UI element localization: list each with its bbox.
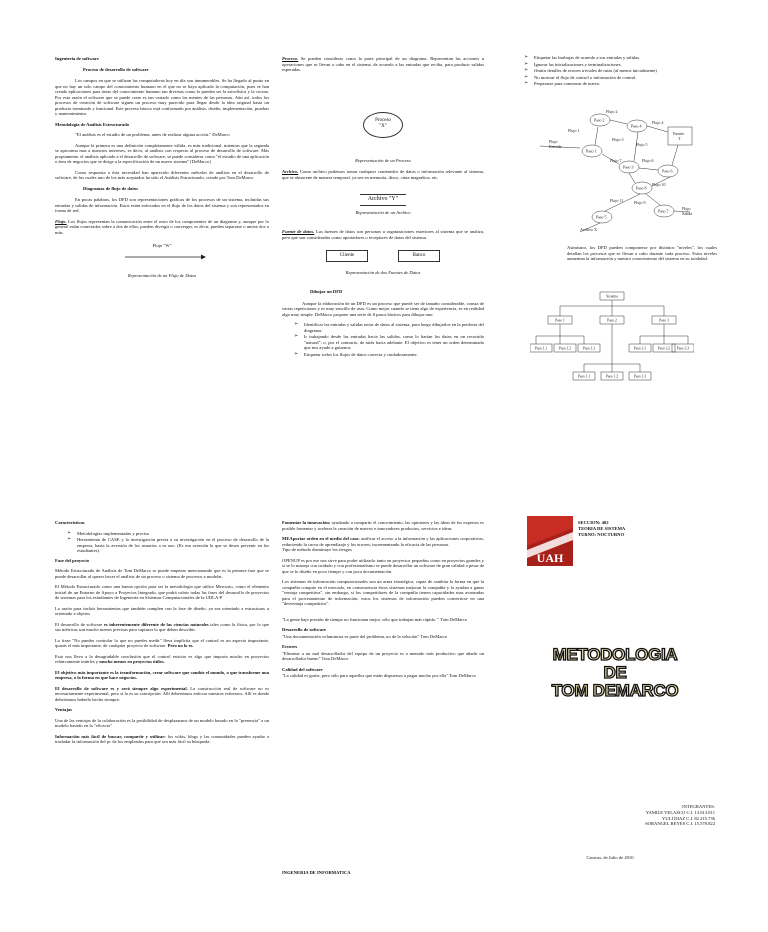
member: YULI DIAZ C.I. 82.215.736 bbox=[662, 815, 715, 821]
text: Esto nos lleva a la desagradable conclusión que el control estricto es algo que importa mucho en proyectos relativamente inútiles y bbox=[55, 653, 269, 664]
paragraph: El Método Estructurado como una buena opción para ser la metodología que utilice Mercurio, como el elemento inicial de un Entorno de Apoyo a Proyectos Integrado, que podrá cubrir todas las fases del desarrollo de proyectos de sistemas para los estudiantes de Ingeniería en Sistemas Computacionales de la UDLA-P bbox=[55, 584, 269, 600]
heading-dfd: Diagramas de flujo de datos bbox=[83, 185, 138, 191]
paragraph bbox=[55, 686, 269, 703]
cover-title-line1: METODOLOGIA bbox=[552, 645, 678, 664]
paragraph bbox=[55, 638, 269, 649]
integrantes-heading: INTEGRANTES: bbox=[682, 804, 715, 809]
dfd-paso2: Paso 2 bbox=[594, 117, 605, 123]
flujo-text: Los flujos representan la comunicación entre el resto de los componentes de un diagrama y, aunque por lo general están conectados sobre a dos de ellos, pueden divergir o converger, es decir, pueden separarse o unirse dos o más. bbox=[55, 218, 269, 235]
paragraph: En pocas palabras, los DFD son representaciones gráficas de los procesos de un sistema, incluidas sus entradas y salidas de información. Estos están enfocados en el flujo de los datos del sistema y son representados en forma de red. bbox=[55, 197, 269, 213]
text: ayudando a compartir el conocimiento, las opiniones y las ideas de los expertos es posible fomentar y acelerar la creación de nuevos e innovadores productos, servicios e ideas. bbox=[282, 520, 484, 531]
dfd-paso3: Paso 3 bbox=[623, 164, 634, 170]
paragraph-dibujar: Aunque la elaboración de un DFD es un proceso que puede ser de tamaño considerable, consta de varias repeticiones y es muy sencillo de usar. Como mejor cuando se tiene algo de experiencia, es en realidad algo muy simple. DeMarco propone una serie de 8 pasos básicos para dibujar uno: bbox=[282, 300, 484, 317]
text-bold: Pero no lo es. bbox=[167, 643, 194, 648]
caption-archivo: Representación de un Archivo bbox=[355, 209, 411, 215]
list-item: ➢ Etiquetar las burbujas de acuerdo a sus entradas y salidas. bbox=[534, 55, 718, 61]
column-caracteristicas bbox=[55, 520, 269, 750]
dfd-archivo: Archivo X bbox=[580, 227, 597, 232]
dfd-paso8: Paso 8 bbox=[636, 185, 647, 191]
paragraph bbox=[282, 520, 484, 531]
process-figure bbox=[282, 78, 484, 154]
fuentes-figure bbox=[282, 250, 484, 262]
tree-node: Paso 1.2 bbox=[605, 374, 619, 379]
dfd-fuente: Fuente bbox=[673, 131, 684, 136]
paragraph bbox=[55, 654, 269, 665]
dfd-paso4: Paso 4 bbox=[631, 123, 642, 129]
label-proceso: Proceso. bbox=[282, 56, 299, 61]
column-innovacion bbox=[282, 520, 484, 684]
tree-node: Paso 1.2 bbox=[558, 346, 572, 351]
turno: TURNO: NOCTURNO bbox=[578, 532, 625, 537]
text: Tipo de método disminuye los riesgos bbox=[282, 547, 352, 552]
tree-node: Paso 3.3 bbox=[676, 346, 690, 351]
quote: "El análisis es el estudio de un problema, antes de realizar alguna acción." DeMarco bbox=[75, 132, 230, 137]
fuente-text: Las fuentes de datos son personas u organizaciones exteriores al sistema que se analiza, pero que son consideradas como aportadores o receptores de datos del sistema. bbox=[282, 229, 485, 240]
tree-node: Paso 3 bbox=[659, 318, 669, 323]
section-info bbox=[578, 520, 698, 538]
tree-node: Paso 1 bbox=[555, 318, 565, 323]
fuente-banco: Banco bbox=[398, 250, 440, 262]
text-bold: MEAportar orden en el medio del caos bbox=[282, 536, 359, 541]
cover-date: Caracas, de Julio de 2010 bbox=[586, 855, 634, 860]
text: La frase "No puedes controlar lo que no puedes medir" lleva implícita que el control es un aspecto importante, quizás el más importante, de cualquier proyecto de software. bbox=[55, 637, 269, 648]
text-bold: Información más fácil de buscar, compartir y utilizar: bbox=[55, 733, 166, 739]
dfd-flow-label: Flujo 10 bbox=[652, 182, 666, 187]
member: YAMILE VELASCO C.I. 13.613.811 bbox=[645, 809, 715, 815]
text-bold: Fomentar la innovación: bbox=[282, 520, 331, 525]
paragraph: Una de las ventajas de la colaboración es la posibilidad de desplazarnos de un modelo basado en la "presencia" a un modelo basado en la "eficacia" bbox=[55, 717, 269, 728]
dfd-paso5: Paso 5 bbox=[596, 214, 607, 220]
paragraph-proceso bbox=[282, 56, 484, 73]
seccion: SECCION: 402 bbox=[578, 520, 609, 525]
paragraph: Aunque la primera es una definición completamente válida, es más tradicional, mientras que la segunda se aproxima mas a nuestros intereses, es decir, al análisis con respecto al proceso de desarrollo de software. Más propiamente, el análisis aplicado a el desarrollo de software, se puede considerar como "el estudio de una aplicación o área de negocios que se dirige a la especificación de un nuevo sistema" [DeMarco]. bbox=[55, 142, 269, 164]
paragraph bbox=[55, 734, 269, 745]
dfd-flow-label: Flujo 3 bbox=[612, 137, 624, 142]
text: los wikis, blogs y las comunidades pueden ayudar a trasladar la información del pc de los empleados para que sea más fácil su búsqueda. bbox=[55, 733, 270, 744]
label-archivo: Archivo. bbox=[282, 169, 299, 174]
dfd-salida-2: Salida bbox=[682, 211, 692, 216]
process-line1: Proceso bbox=[375, 117, 391, 123]
paragraph bbox=[282, 536, 484, 553]
dfd-flow-label: Flujo 7 bbox=[610, 158, 622, 163]
tree-node: Paso 1.1 bbox=[534, 346, 548, 351]
cover-title-line2: DE bbox=[603, 663, 627, 682]
teoria: TEORIA DE SISTEMA bbox=[578, 526, 626, 531]
column-components bbox=[282, 56, 484, 361]
tree-node: Paso 2 bbox=[607, 318, 617, 323]
label-flujo: Flujo. bbox=[55, 218, 67, 224]
tree-node: Paso 1.1 bbox=[577, 374, 591, 379]
paragraph-objetivo: El objetivo más importante es la transformación, crear software que cambie el mundo, o que transforme una empresa, o la forma en que hace negocios. bbox=[55, 669, 269, 680]
heading-ventajas: Ventajas bbox=[55, 707, 72, 712]
dfd-entrada-2: Entrada bbox=[549, 144, 562, 149]
dfd-paso1: Paso 1 bbox=[586, 148, 597, 154]
tree-node: Paso 1.3 bbox=[633, 374, 647, 379]
heading-ingenieria: Ingeniería de software bbox=[55, 56, 99, 61]
logo-text: UAH bbox=[536, 551, 564, 565]
paragraph bbox=[55, 622, 269, 633]
text: El desarrollo de software bbox=[55, 621, 104, 627]
process-line2: "X" bbox=[379, 123, 387, 129]
paragraph: La razón para incluir herramientas que también cumplen con la fase de diseño, ya sea orientado a estructuras u orientado a objetos bbox=[55, 605, 269, 616]
integrantes bbox=[570, 804, 715, 827]
dfd-fuente-t: T bbox=[678, 136, 681, 141]
paragraph: Como respuesta a ésta necesidad han aparecido diferentes métodos de análisis en el desarrollo de software, de los cuales uno de los más aceptados ha sido el Análisis Estructurado, creado por Tom DeMarco bbox=[55, 169, 269, 180]
levels-tree bbox=[530, 290, 694, 382]
heading-dibujar: Dibujar un DFD bbox=[310, 289, 343, 294]
quote: "La gente bajo presión de tiempo no funcionan mejor, sólo que trabajan más rápido. " Tom DeMarco bbox=[282, 616, 468, 622]
text: tales como la física, por lo que sus métricas son mucho menos precisas para capturar lo que deben describir. bbox=[55, 621, 269, 632]
heading-caracteristicas: Características bbox=[55, 520, 85, 525]
column-intro bbox=[55, 56, 269, 285]
quote: "La calidad es gratis, pero sólo para aquellos que están dispuestos a pagar mucho por ella" Tom DeMarco bbox=[282, 673, 476, 678]
paragraph: Método Estructurado de Análisis de Tom DeMarco se puede empezar mencionando que es la primera fase que se puede desarrollar al querer hacer el análisis de un proceso o sistema de procesos a modelar. bbox=[55, 568, 269, 579]
cover-title bbox=[545, 646, 685, 700]
tree-root: Sistema bbox=[606, 294, 618, 299]
dfd-entrada: Flujo bbox=[549, 139, 558, 144]
flow-label: Flujo "W" bbox=[152, 243, 172, 248]
text-bold: El desarrollo de software es y será siempre algo experimental. bbox=[55, 685, 188, 691]
archivo-box: Archivo "Y" bbox=[360, 194, 406, 206]
caption-flujo: Representación de un Flujo de Datos bbox=[127, 273, 197, 278]
dfd-diagram bbox=[530, 100, 720, 240]
text: : unificar el acceso a la información y las aplicaciones corporativas, reduciendo la curva de aprendizaje y los errores, incrementando la eficacia de las personas. bbox=[282, 536, 484, 547]
dfd-flow-label: Flujo 2 bbox=[606, 109, 618, 114]
heading-proceso-desarrollo: Proceso de desarrollo de software bbox=[83, 66, 149, 72]
list-item: ➢ No mostrar el flujo de control o información de control. bbox=[534, 75, 718, 81]
column-dfd bbox=[522, 55, 718, 91]
paragraph: OPENUP es por ese nos sirve para poder utilizarlo tanto en proyectos pequeños como en proyectos grandes y si se lo maneja con cuidado y con profesionalismo se puede desarrollar un software de gran calidad a pesar de que se lo diseño en poco tiempo y con poca documentación. bbox=[282, 557, 484, 574]
heading-errores: Errores bbox=[282, 644, 298, 649]
paragraph-flujo bbox=[55, 219, 269, 236]
dfd-flow-label: Flujo 5 bbox=[636, 142, 648, 147]
text-bold: mucho menos en proyectos útiles. bbox=[99, 659, 165, 664]
text: La construcción real de software no es necesariamente experimental, pero sí lo es su concepción. Allí deberíamos enfocar nuestros esfuerzos. Allí es donde deberíamos haberlo hecho siempre. bbox=[55, 685, 269, 702]
tree-node: Paso 3.1 bbox=[633, 346, 647, 351]
dfd-flow-label: Flujo 4 bbox=[652, 120, 664, 125]
list-item: ➢ Metodologías implementadas y precisa bbox=[77, 531, 269, 537]
quote: "Eliminar a un mal desarrollador del equipo de un proyecto es a menudo más productivo que añadir un desarrollador bueno" Tom DeMarco bbox=[282, 650, 484, 661]
heading-fase: Fase del proyecto bbox=[55, 557, 90, 563]
member: SORANGEL REYES C.I. 15.578.822 bbox=[645, 821, 715, 827]
fuente-cliente: Cliente bbox=[326, 250, 368, 262]
list-item: ➢ Ignorar las inicializaciones y terminalizaciones. bbox=[534, 62, 718, 68]
list-item: ➢ Prepararse para comenzar de nuevo. bbox=[534, 81, 718, 87]
tree-node: Paso 1.3 bbox=[582, 346, 596, 351]
steps-list bbox=[282, 322, 484, 357]
dfd-paso7: Paso 7 bbox=[658, 208, 669, 214]
caption-fuentes: Representación de dos Fuentes de Datos bbox=[345, 269, 421, 275]
paragraph-niveles: Asimismo, los DFD pueden componerse por distintos "niveles", los cuales detallan los procesos que se llevan a cabo durante cada proceso. Estos niveles aumentan la información y nuestro conocimiento del sistema en su totalidad. bbox=[567, 245, 717, 261]
dfd-salida: Flujo bbox=[682, 206, 691, 211]
proceso-text: Se pueden considerar como la parte principal de un diagrama. Representan las acciones u operaciones que se llevan a cabo en el sistema, de acuerdo a las entradas que reciba, para producir salidas esperadas. bbox=[282, 56, 484, 72]
cover-title-line3: TOM DEMARCO bbox=[551, 681, 679, 700]
label-fuente: Fuente de datos. bbox=[282, 229, 315, 234]
logo-mark bbox=[527, 516, 573, 566]
list-item: ➢ Herramienta de CASE y la investigación previa a su investigación en el proceso de desarrollo de la empresa, hasta la aversión de los usuarios a su uso. (Es esa aversión la que se desea prevenir en los estudiantes). bbox=[77, 537, 269, 554]
process-bubble bbox=[363, 112, 403, 138]
list-item: ➢ Identificar las entradas y salidas netas de datos al sistema; para luego dibujarlos en la periferia del diagrama. bbox=[304, 322, 484, 333]
paragraph: Los campos en que se utilizan las computadoras hoy en día son innumerables. Se ha llegado al punto en que no hay un solo campo del conocimiento humano en el que no se haya aplicado la computación, pues se han creado aplicaciones para áreas del conocimiento humano tan diversas como lo pueden ser la astrofísica y la cocina. Por esta razón el software que se puede crear es tan variado como las mentes de las personas. Aún así, todos los procesos de creación de software siguen un proceso muy parecido para llegar desde la idea original hasta un producto terminado y funcional. Este proceso básico está conformado por análisis, diseño, implementación, pruebas y mantenimiento. bbox=[55, 78, 269, 116]
dfd-flow-label: Flujo 11 bbox=[610, 198, 624, 203]
paragraph-fuente bbox=[282, 229, 484, 240]
dfd-flow-label: Flujo 1 bbox=[568, 128, 580, 133]
list-item: ➢ Etiquetar todos los flujos de datos correcta y cuidadosamente. bbox=[304, 352, 484, 358]
paragraph: Los sistemas de información computacionales son un arma estratégica, capaz de cambiar la forma en que la compañía compite en el mercado, en consecuencia éstos sistemas mejoran la compañía y la ayudan a ganar "ventaja competitiva", sin embargo, si los competidores de la compañía tienen capacidades mas avanzadas para el procesamiento de información, estos los sistemas de información pueden convertirse en una "desventaja competitiva". bbox=[282, 579, 484, 606]
list-item: ➢ Omitir detalles de errores triviales de rutas (al menos inicialmente) bbox=[534, 68, 718, 74]
heading-metodologia: Metodología de Análisis Estructurado bbox=[55, 121, 130, 127]
caracteristicas-list bbox=[55, 531, 269, 554]
heading-calidad: Calidad del software bbox=[282, 666, 323, 672]
university-logo bbox=[527, 516, 573, 566]
list-item: ➢ Ir trabajando desde las entradas hacia las salidas, como lo harían los datos en un recorrido "natural"; o, por el contrario, de atrás hacia adelante. El objetivo es tener un orden determinado que nos ayude a guiarnos. bbox=[304, 334, 484, 351]
tree-node: Paso 3.2 bbox=[657, 346, 671, 351]
text-bold: es inherentemente diferente de las ciencias naturales bbox=[103, 621, 209, 627]
heading-desarrollo: Desarrollo de software bbox=[282, 627, 327, 632]
flow-diagram bbox=[55, 241, 269, 269]
dfd-flow-label: Flujo 6 bbox=[642, 158, 654, 163]
footer-ingenieria: INGENERIA DE INFORMATICA bbox=[282, 870, 351, 875]
quote: "Una documentación voluminosa es parte del problema, no de la solución" Tom DeMarco bbox=[282, 633, 448, 639]
caption-proceso: Representación de un Proceso bbox=[355, 157, 411, 163]
dfd-paso6: Paso 6 bbox=[662, 168, 673, 174]
dfd-flow-label: Flujo 9 bbox=[634, 200, 646, 205]
flow-arrow bbox=[55, 249, 269, 269]
steps-list-continued bbox=[522, 55, 718, 87]
archivo-text: Como archivo podemos tomar cualquier contenedor de datos o información relevante al sistema, que se almacene de manera temporal, ya sea en memoria, disco, cinta magnética, etc. bbox=[282, 169, 484, 180]
archivo-figure bbox=[282, 194, 484, 206]
paragraph-archivo bbox=[282, 169, 484, 180]
